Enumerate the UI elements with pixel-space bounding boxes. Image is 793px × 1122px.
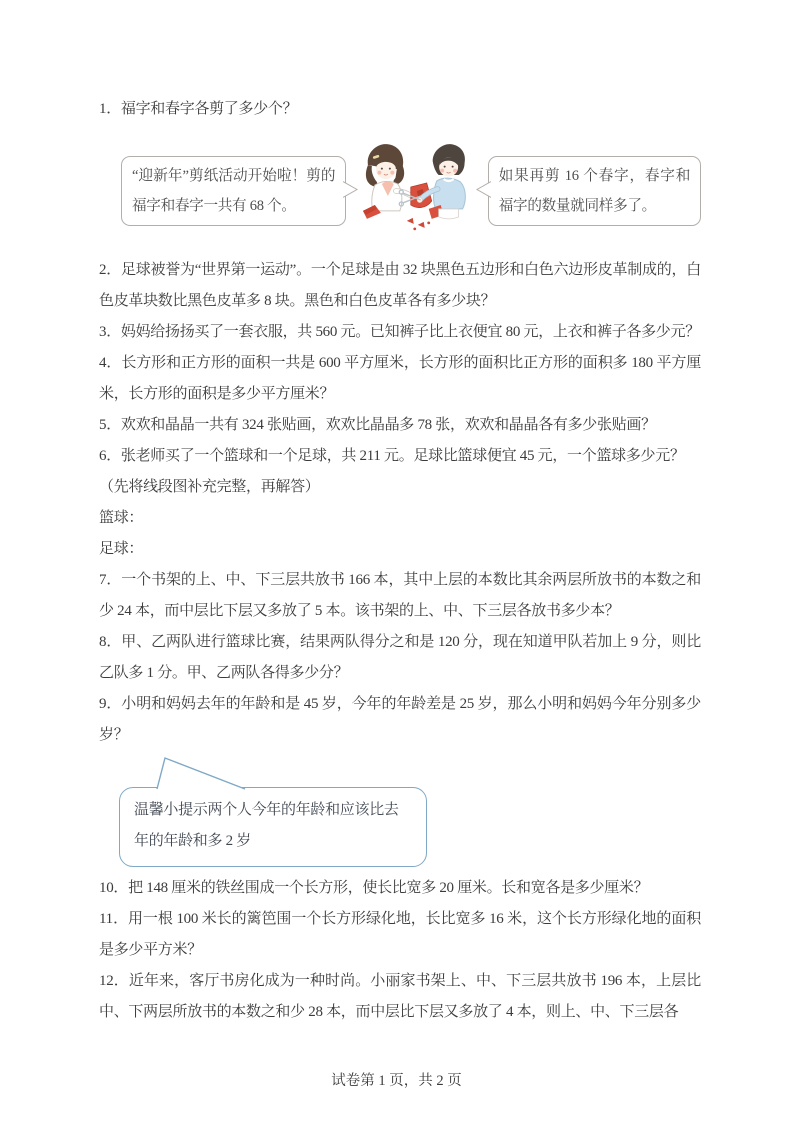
tip-callout-box [119, 787, 427, 867]
speech-bubble-right [488, 156, 701, 226]
bubble-tail-left-icon [476, 181, 491, 198]
worksheet-content [99, 94, 701, 1028]
tip-callout [119, 787, 427, 867]
scene [121, 135, 701, 247]
question-6-note: （先将线段图补充完整，再解答） [99, 479, 320, 495]
question-10: 10．把 148 厘米的铁丝围成一个长方形，使长比宽多 20 厘米。长和宽各是多少厘米？ [99, 880, 649, 896]
question-3: 3．妈妈给扬扬买了一套衣服，共 560 元。已知裤子比上衣便宜 80 元，上衣和裤子各多少元？ [99, 324, 700, 340]
question-6-basketball-line: 篮球： [99, 510, 144, 526]
question-8: 8．甲、乙两队进行篮球比赛，结果两队得分之和是 120 分，现在知道甲队若加上 9 分，则比乙队多 1 分。甲、乙两队各得多少分？ [99, 634, 701, 681]
question-9: 9．小明和妈妈去年的年龄和是 45 岁，今年的年龄差是 25 岁，那么小明和妈妈今年分别多少岁？ [99, 696, 701, 743]
girl-figure [363, 144, 416, 219]
question-1: 1．福字和春字各剪了多少个？ [99, 101, 298, 117]
speech-bubble-left [121, 156, 346, 226]
question-12: 12．近年来，客厅书房化成为一种时尚。小丽家书架上、中、下三层共放书 196 本，上层比中、下两层所放书的本数之和少 28 本，而中层比下层又多放了 4 本，则上、中、下三层各 [99, 973, 701, 1020]
question-4: 4．长方形和正方形的面积一共是 600 平方厘米，长方形的面积比正方形的面积多 180 平方厘米，长方形的面积是多少平方厘米？ [99, 355, 701, 402]
bubble-tail-right-icon [343, 181, 358, 198]
question-6-football-line: 足球： [99, 541, 144, 557]
question-5: 5．欢欢和晶晶一共有 324 张贴画，欢欢比晶晶多 78 张，欢欢和晶晶各有多少张贴画？ [99, 417, 656, 433]
speech-bubble-right-text: 如果再剪 16 个春字，春字和福字的数量就同样多了。 [498, 168, 690, 214]
question-7: 7．一个书架的上、中、下三层共放书 166 本，其中上层的本数比其余两层所放书的本数之和少 24 本，而中层比下层又多放了 5 本。该书架的上、中、下三层各放书多少本？ [99, 572, 701, 619]
boy-figure [400, 144, 466, 219]
tip-callout-text: 温馨小提示两个人今年的年龄和应该比去年的年龄和多 2 岁 [134, 802, 399, 849]
children-cutting-paper-illustration [351, 139, 483, 243]
page-footer: 试卷第 1 页，共 2 页 [331, 1073, 462, 1089]
question-11: 11．用一根 100 米长的篱笆围一个长方形绿化地，长比宽多 16 米，这个长方形绿化地的面积是多少平方米？ [99, 911, 701, 958]
question-6: 6．张老师买了一个篮球和一个足球，共 211 元。足球比篮球便宜 45 元，一个篮球多少元？ [99, 448, 685, 464]
tip-callout-tail-icon [127, 756, 259, 790]
speech-bubble-left-text: “迎新年”剪纸活动开始啦！剪的福字和春字一共有 68 个。 [132, 168, 336, 214]
question-2: 2．足球被誉为“世界第一运动”。一个足球是由 32 块黑色五边形和白色六边形皮革制成的，白色皮革块数比黑色皮革多 8 块。黑色和白色皮革各有多少块？ [99, 262, 701, 309]
